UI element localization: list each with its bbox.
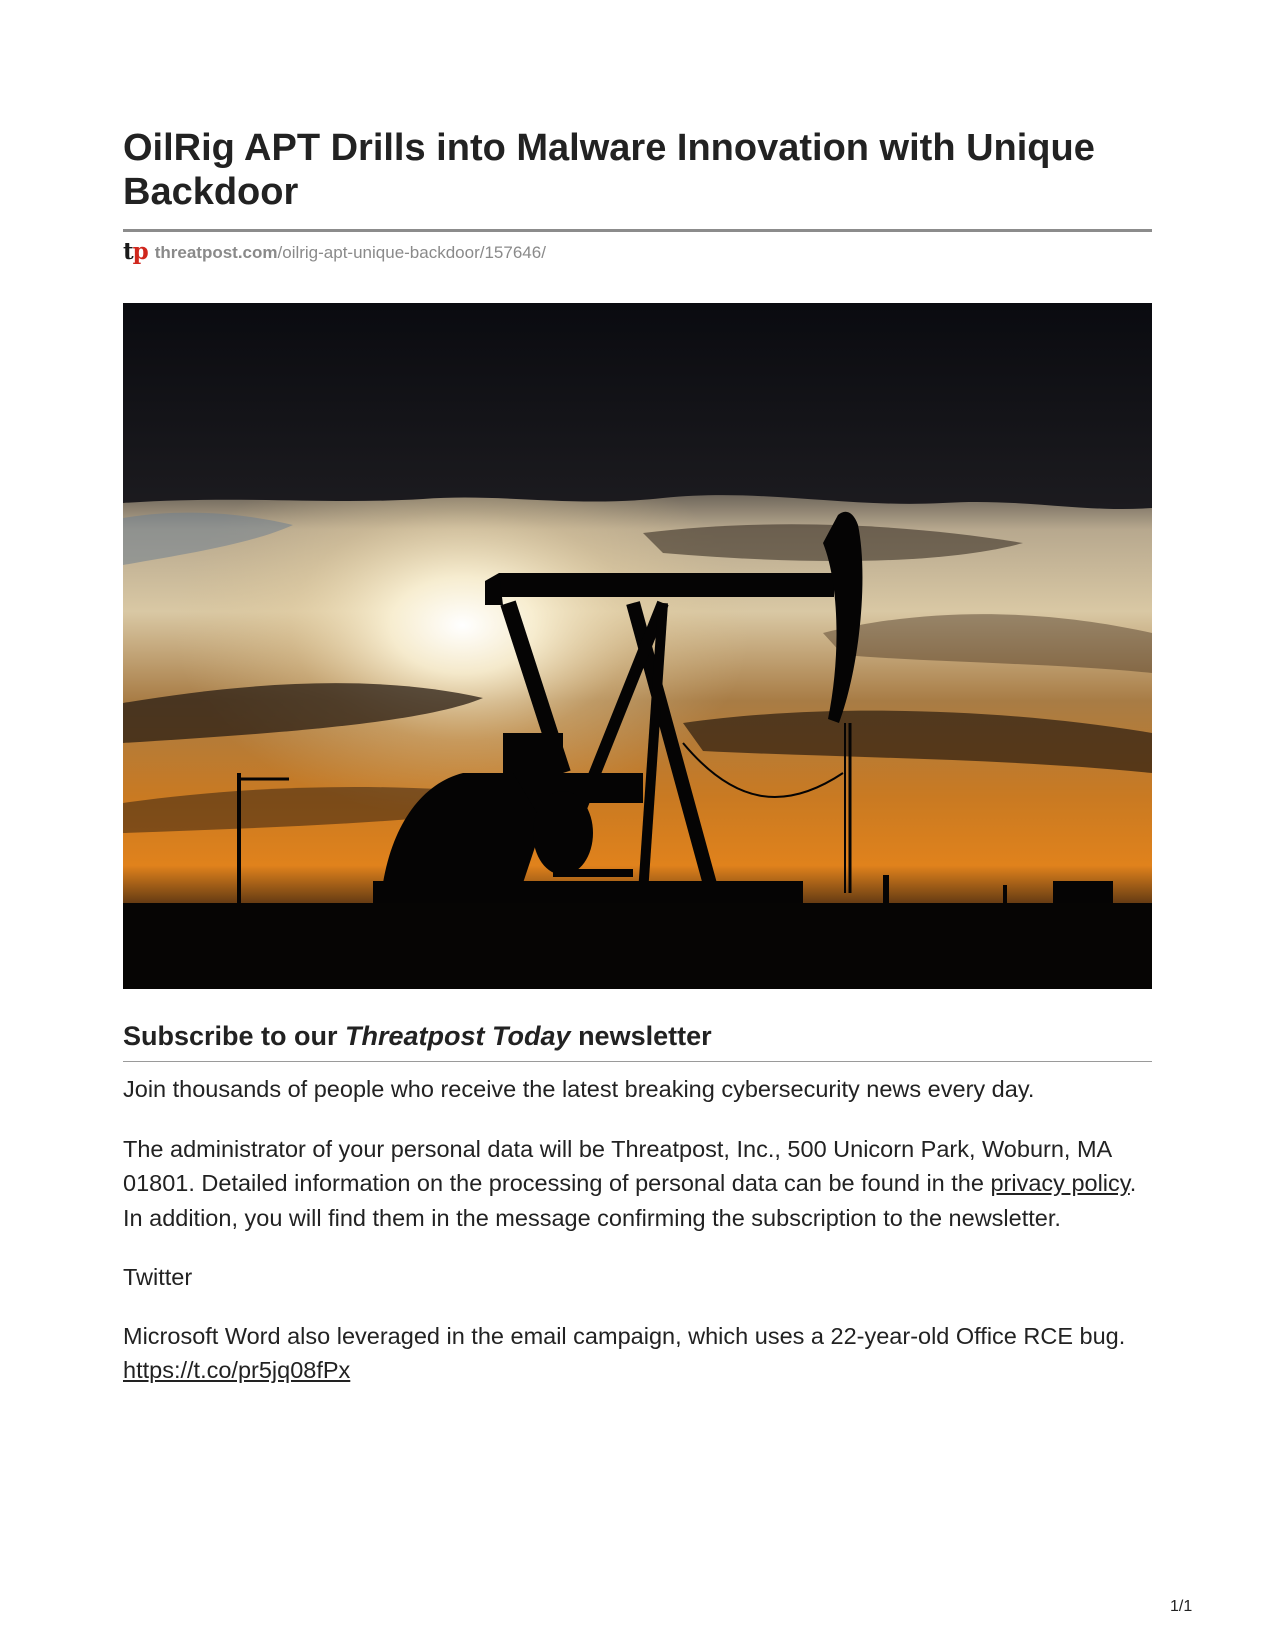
- threatpost-logo-icon: tp: [123, 238, 148, 265]
- tweet-text: Microsoft Word also leveraged in the email campaign, which uses a 22-year-old Office RCE bug. https://t.co/pr5jq08fPx: [123, 1322, 1126, 1383]
- source-domain[interactable]: threatpost.com: [154, 243, 278, 262]
- source-path[interactable]: /oilrig-apt-unique-backdoor/157646/: [277, 243, 546, 262]
- title-divider: [123, 229, 1152, 232]
- article-page: [123, 126, 1152, 1388]
- twitter-label: Twitter: [123, 1264, 193, 1290]
- article-title: OilRig APT Drills into Malware Innovation with Unique Backdoor: [123, 127, 1095, 213]
- newsletter-intro: Join thousands of people who receive the latest breaking cybersecurity news every day.: [123, 1076, 1035, 1102]
- tweet-link[interactable]: https://t.co/pr5jq08fPx: [123, 1357, 351, 1383]
- newsletter-divider: [123, 1061, 1152, 1062]
- source-line[interactable]: [123, 238, 1152, 265]
- page-number: 1/1: [1170, 1598, 1193, 1615]
- newsletter-name: Threatpost Today: [345, 1021, 571, 1051]
- privacy-policy-link[interactable]: privacy policy: [990, 1170, 1130, 1196]
- hero-image: [123, 303, 1152, 989]
- privacy-paragraph: The administrator of your personal data will be Threatpost, Inc., 500 Unicorn Park, Woburn, MA 01801. Detailed information on the processing of personal data can be found in the privacy policy. In addition, you will find them in the message confirming the subscription to the newsletter.: [123, 1135, 1137, 1231]
- newsletter-heading: Subscribe to our Threatpost Today newsletter: [123, 1021, 712, 1051]
